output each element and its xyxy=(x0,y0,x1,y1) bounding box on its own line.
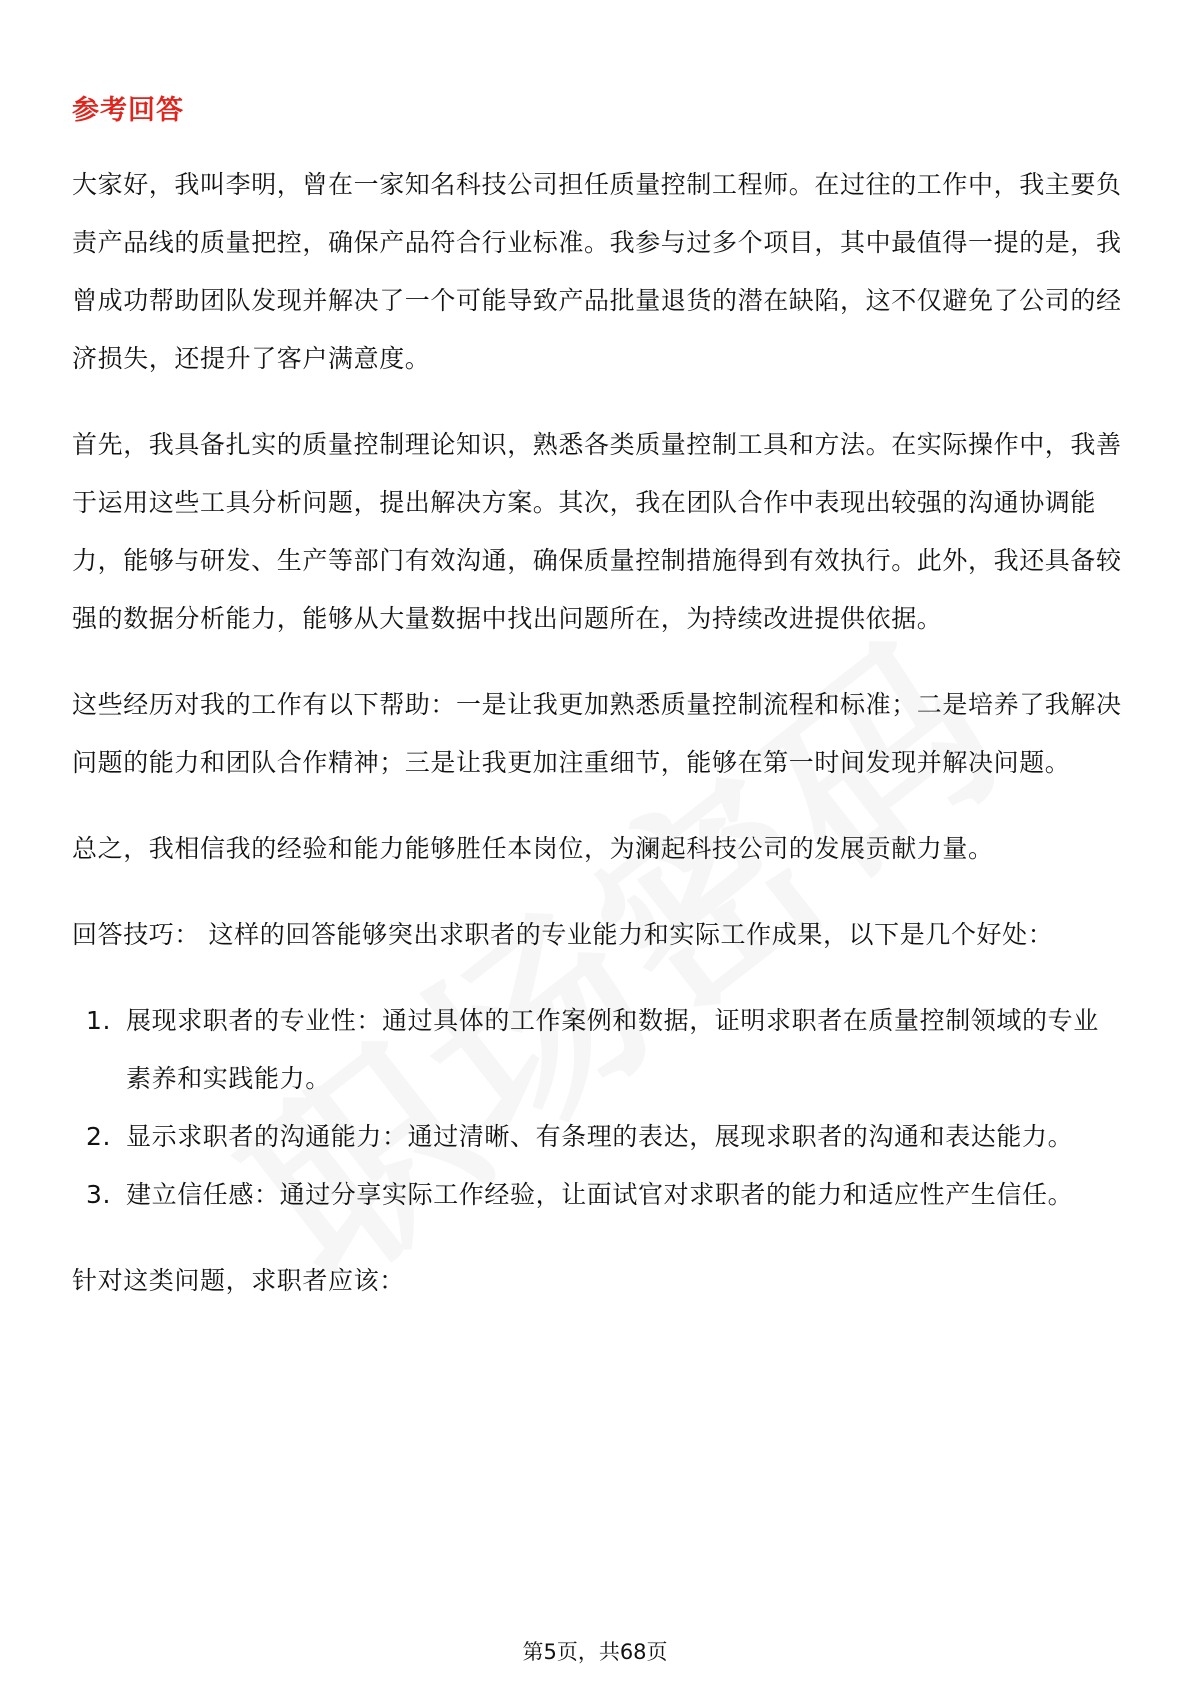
list-text: 展现求职者的专业性：通过具体的工作案例和数据，证明求职者在质量控制领域的专业素养和实践能力。 xyxy=(126,1006,1099,1093)
list-text: 建立信任感：通过分享实际工作经验，让面试官对求职者的能力和适应性产生信任。 xyxy=(126,1180,1074,1209)
list-text: 显示求职者的沟通能力：通过清晰、有条理的表达，展现求职者的沟通和表达能力。 xyxy=(126,1122,1074,1151)
paragraph-skills: 首先，我具备扎实的质量控制理论知识，熟悉各类质量控制工具和方法。在实际操作中，我善于运用这些工具分析问题，提出解决方案。其次，我在团队合作中表现出较强的沟通协调能力，能够与研发、生产等部门有效沟通，确保质量控制措施得到有效执行。此外，我还具备较强的数据分析能力，能够从大量数据中找出问题所在，为持续改进提供依据。 xyxy=(72,430,1122,633)
paragraph-closing: 针对这类问题，求职者应该： xyxy=(72,1266,405,1295)
list-item xyxy=(72,1108,1122,1166)
paragraph-benefits: 这些经历对我的工作有以下帮助：一是让我更加熟悉质量控制流程和标准；二是培养了我解决问题的能力和团队合作精神；三是让我更加注重细节，能够在第一时间发现并解决问题。 xyxy=(72,690,1122,777)
paragraph-intro: 大家好，我叫李明，曾在一家知名科技公司担任质量控制工程师。在过往的工作中，我主要负责产品线的质量把控，确保产品符合行业标准。我参与过多个项目，其中最值得一提的是，我曾成功帮助团队发现并解决了一个可能导致产品批量退货的潜在缺陷，这不仅避免了公司的经济损失，还提升了客户满意度。 xyxy=(72,170,1122,373)
paragraph-conclusion: 总之，我相信我的经验和能力能够胜任本岗位，为澜起科技公司的发展贡献力量。 xyxy=(72,834,994,863)
answer-body xyxy=(72,156,1122,1338)
list-number: 1. xyxy=(86,1006,112,1035)
tips-list xyxy=(72,992,1122,1224)
section-heading: 参考回答 xyxy=(72,95,184,126)
list-number: 2. xyxy=(86,1122,112,1151)
paragraph-tips: 回答技巧： 这样的回答能够突出求职者的专业能力和实际工作成果，以下是几个好处： xyxy=(72,920,1054,949)
list-item xyxy=(72,1166,1122,1224)
list-item xyxy=(72,992,1122,1108)
page-number: 第5页，共68页 xyxy=(522,1640,668,1664)
list-number: 3. xyxy=(86,1180,112,1209)
